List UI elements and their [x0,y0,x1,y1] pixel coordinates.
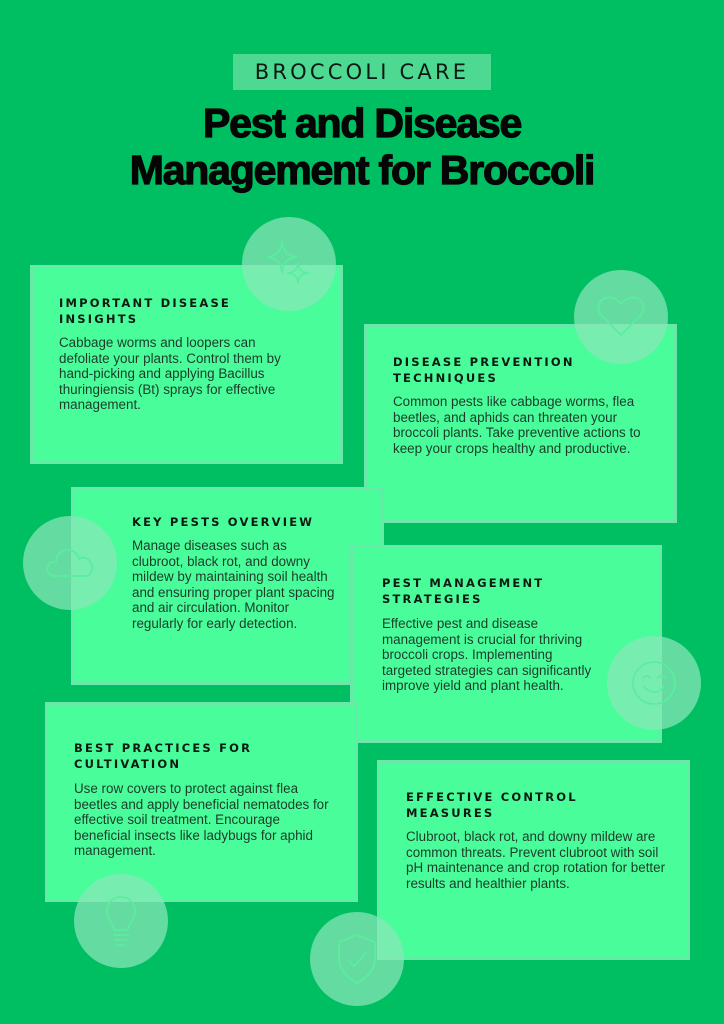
card-heading [406,790,666,821]
card-heading-line: STRATEGIES [382,591,483,606]
card-heading-line: PEST MANAGEMENT [382,576,545,590]
card-effective-control-measures [377,760,690,960]
card-heading-line: CULTIVATION [74,756,182,771]
cloud-icon [41,534,99,592]
card-body: Clubroot, black rot, and downy mildew are common threats. Prevent clubroot with soil pH maintenance and crop rotation for better results and healthier plants. [406,829,666,891]
card-heading-line: IMPORTANT DISEASE [59,296,231,310]
shield-check-icon [328,930,386,988]
sparkles-icon-circle [242,217,336,311]
card-body: Common pests like cabbage worms, flea beetles, and aphids can threaten your broccoli plants. Take preventive actions to keep your crops healthy and productive. [393,394,641,456]
shield-check-icon-circle [310,912,404,1006]
card-heading [132,515,372,531]
page-title-line-2: Management for Broccoli [129,147,595,193]
card-body: Use row covers to protect against flea beetles and apply beneficial nematodes for effective soil treatment. Encourage beneficial insects like ladybugs for aphid management. [74,781,329,858]
card-heading-line: DISEASE PREVENTION [393,355,575,369]
card-body: Effective pest and disease management is crucial for thriving broccoli crops. Implementing targeted strategies can significantly improve yield and plant health. [382,616,592,693]
card-heading-line: KEY PESTS OVERVIEW [132,515,315,529]
sparkles-icon [260,235,318,293]
card-body: Manage diseases such as clubroot, black rot, and downy mildew by maintaining soil health and ensuring proper plant spacing and air circulation. Monitor regularly for early detection. [132,538,335,631]
card-best-practices-for-cultivation [45,702,358,902]
card-pest-management-strategies [350,545,662,743]
card-heading-line: INSIGHTS [59,311,139,326]
card-heading-line: TECHNIQUES [393,370,498,385]
heart-icon [592,288,650,346]
card-heading [382,576,632,607]
card-heading-line: BEST PRACTICES FOR [74,741,253,755]
card-key-pests-overview [71,487,384,685]
category-tag: BROCCOLI CARE [233,54,491,90]
card-heading [74,741,334,772]
lightbulb-icon-circle [74,874,168,968]
page-title [0,100,724,194]
cloud-icon-circle [23,516,117,610]
smiley-icon-circle [607,636,701,730]
card-body: Cabbage worms and loopers can defoliate your plants. Control them by hand-picking and applying Bacillus thuringiensis (Bt) sprays for effective management. [59,335,281,412]
heart-icon-circle [574,270,668,364]
page-title-line-1: Pest and Disease [202,100,522,146]
smiley-icon [625,654,683,712]
lightbulb-icon [92,892,150,950]
card-heading-line: EFFECTIVE CONTROL [406,790,578,804]
card-heading-line: MEASURES [406,805,495,820]
